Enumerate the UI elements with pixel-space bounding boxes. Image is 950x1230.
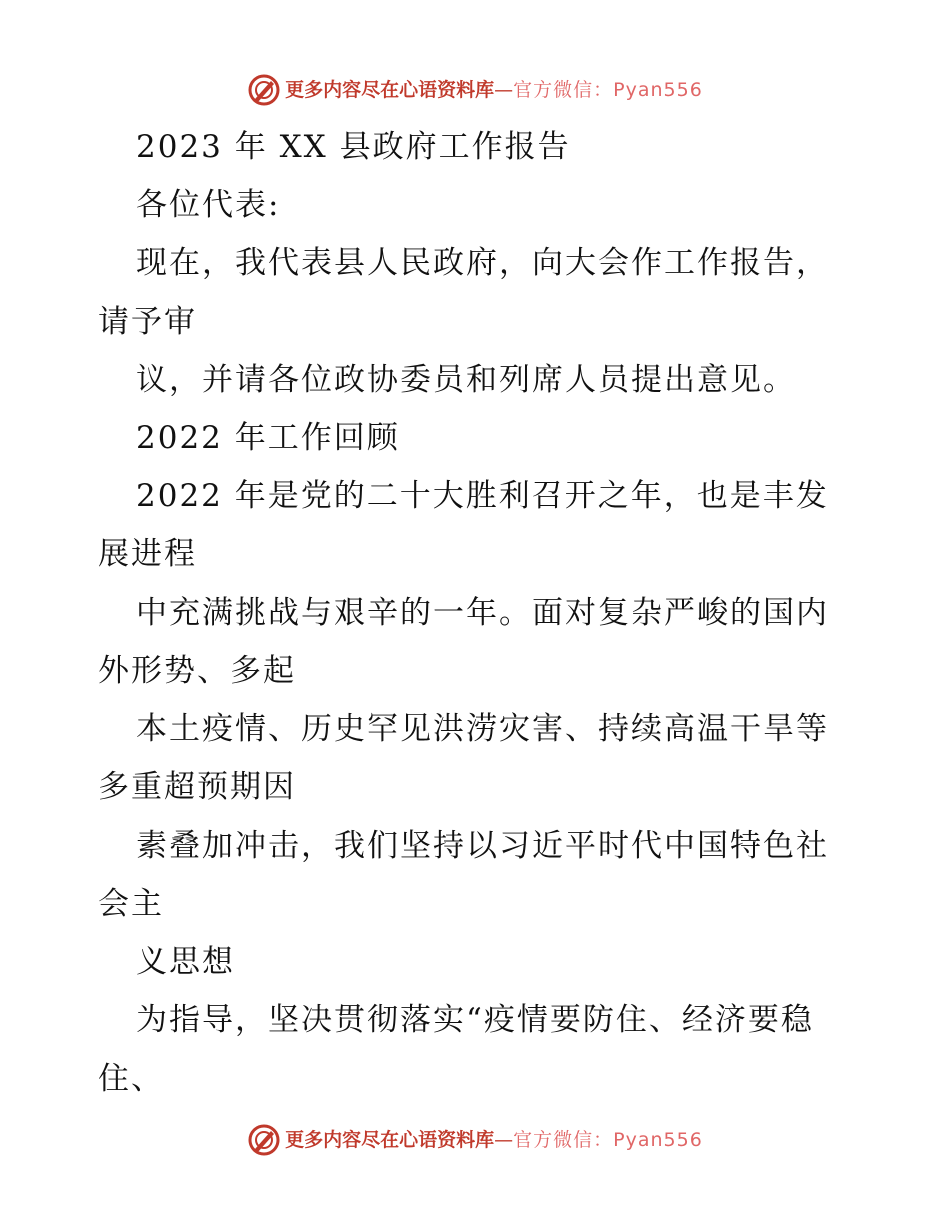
paragraph-line: 请予审 (98, 304, 197, 340)
banner-library-text: 更多内容尽在心语资料库 (285, 78, 495, 101)
banner-wechat-text: 官方微信：Pyan556 (513, 78, 703, 101)
paragraph-line: 议，并请各位政协委员和列席人员提出意见。 (136, 362, 796, 398)
paragraph-line: 外形势、多起 (98, 653, 296, 689)
banner-text (285, 78, 703, 101)
banner-library-text: 更多内容尽在心语资料库 (285, 1128, 495, 1151)
banner-wechat-text: 官方微信：Pyan556 (513, 1128, 703, 1151)
paragraph-line: 本土疫情、历史罕见洪涝灾害、持续高温干旱等 (136, 711, 829, 747)
salutation: 各位代表: (136, 187, 281, 223)
paragraph-line: 为指导，坚决贯彻落实“疫情要防住、经济要稳 (136, 1002, 814, 1038)
paragraph-line: 多重超预期因 (98, 769, 296, 805)
document-title: 2023 年 XX 县政府工作报告 (136, 129, 571, 165)
paragraph-line: 义思想 (136, 944, 235, 980)
banner-separator: — (494, 1128, 514, 1151)
paragraph-line: 住、 (98, 1061, 164, 1097)
paragraph-line: 素叠加冲击，我们坚持以习近平时代中国特色社 (136, 828, 829, 864)
section-heading: 2022 年工作回顾 (136, 420, 400, 456)
header-banner (0, 70, 950, 110)
banner-separator: — (494, 78, 514, 101)
footer-banner (0, 1120, 950, 1160)
paragraph-line: 现在，我代表县人民政府，向大会作工作报告， (136, 245, 829, 281)
paragraph-line: 中充满挑战与艰辛的一年。面对复杂严峻的国内 (136, 595, 829, 631)
paragraph-line: 会主 (98, 886, 164, 922)
banner-text (285, 1128, 703, 1151)
paragraph-line: 2022 年是党的二十大胜利召开之年，也是丰发 (136, 478, 829, 514)
library-logo-icon (247, 73, 281, 107)
paragraph-line: 展进程 (98, 536, 197, 572)
library-logo-icon (247, 1123, 281, 1157)
